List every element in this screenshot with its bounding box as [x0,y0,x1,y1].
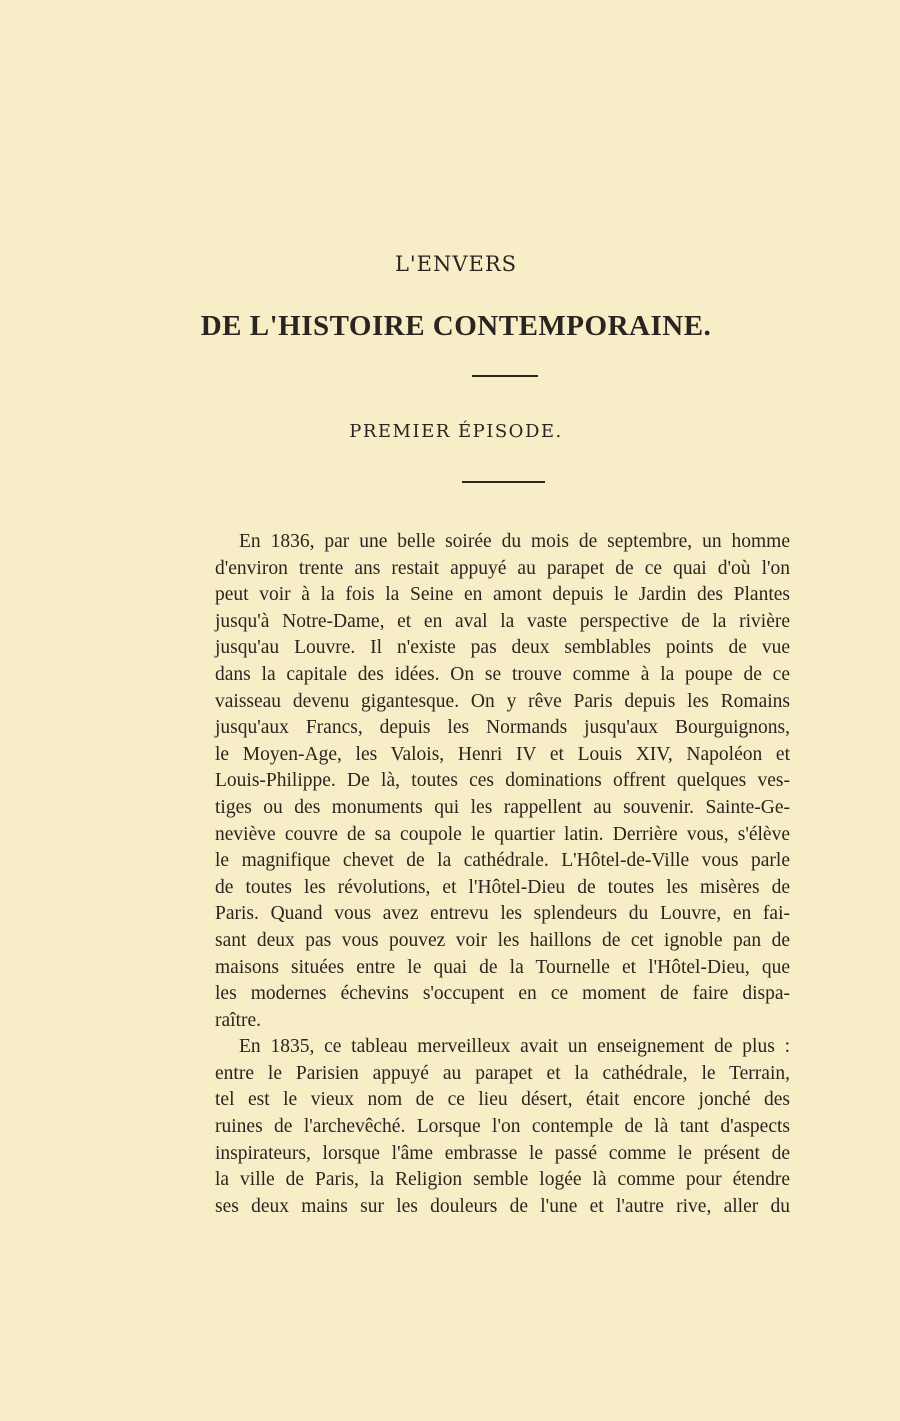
text-line: neviève couvre de sa coupole le quartier latin. Derrière vous, s'élève [215,823,790,845]
text-line: les modernes échevins s'occupent en ce moment de faire dispa- [215,983,790,1005]
text-line: d'environ trente ans restait appuyé au parapet de ce quai d'où l'on [215,557,790,579]
text-line: tel est le vieux nom de ce lieu désert, était encore jonché des [215,1089,790,1111]
text-line: le magnifique chevet de la cathédrale. L'Hôtel-de-Ville vous parle [215,850,790,872]
text-line: raître. [215,1009,262,1031]
text-line: dans la capitale des idées. On se trouve comme à la poupe de ce [215,663,790,685]
text-line: ses deux mains sur les douleurs de l'une et l'autre rive, aller du [215,1195,790,1217]
text-line: Louis-Philippe. De là, toutes ces dominations offrent quelques ves- [215,770,790,792]
episode-heading: PREMIER ÉPISODE. [349,421,563,442]
text-line: entre le Parisien appuyé au parapet et la cathédrale, le Terrain, [215,1062,790,1084]
text-line: tiges ou des monuments qui les rappellent au souvenir. Sainte-Ge- [215,796,790,818]
divider-rule [472,375,538,377]
text-line: jusqu'au Louvre. Il n'existe pas deux semblables points de vue [215,637,790,659]
text-line: En 1836, par une belle soirée du mois de septembre, un homme [239,531,790,552]
text-line: la ville de Paris, la Religion semble logée là comme pour étendre [215,1169,790,1191]
text-line: Paris. Quand vous avez entrevu les splendeurs du Louvre, en fai- [215,903,790,925]
text-line: En 1835, ce tableau merveilleux avait un enseignement de plus : [239,1036,790,1058]
text-line: sant deux pas vous pouvez voir les haillons de cet ignoble pan de [215,929,790,951]
text-line: de toutes les révolutions, et l'Hôtel-Dieu de toutes les misères de [215,876,790,898]
divider-rule [462,481,545,483]
title-line-1: L'ENVERS [394,252,518,276]
text-line: vaisseau devenu gigantesque. On y rêve Paris depuis les Romains [215,690,790,712]
body-text [215,529,790,1220]
text-line: inspirateurs, lorsque l'âme embrasse le passé comme le présent de [215,1142,790,1164]
text-line: peut voir à la fois la Seine en amont depuis le Jardin des Plantes [215,584,790,606]
text-line: le Moyen-Age, les Valois, Henri IV et Louis XIV, Napoléon et [215,743,790,765]
title-line-2: DE L'HISTOIRE CONTEMPORAINE. [200,310,712,342]
text-line: jusqu'aux Francs, depuis les Normands jusqu'aux Bourguignons, [215,717,790,739]
text-line: maisons situées entre le quai de la Tournelle et l'Hôtel-Dieu, que [215,956,790,978]
text-line: jusqu'à Notre-Dame, et en aval la vaste perspective de la rivière [215,610,790,632]
text-line: ruines de l'archevêché. Lorsque l'on contemple de là tant d'aspects [215,1116,790,1138]
